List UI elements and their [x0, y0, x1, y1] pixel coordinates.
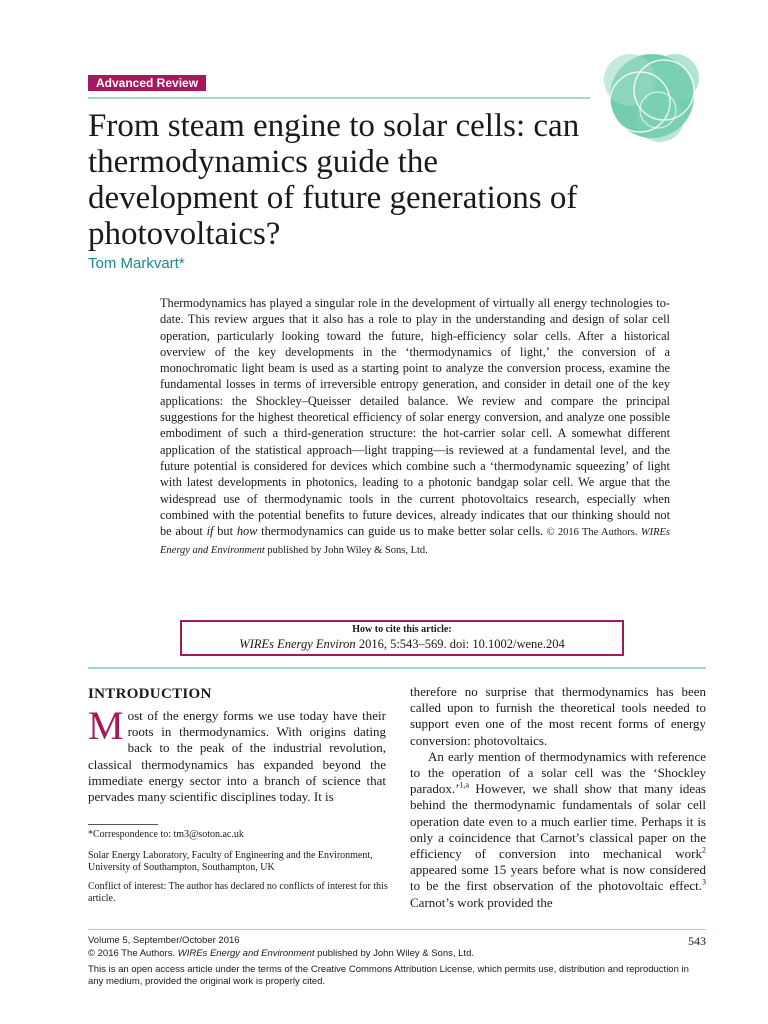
intro-paragraph-1-cont: therefore no surprise that thermodynamics has been called upon to furnish the theoretical tools needed to support even one of the most recent forms of energy conversion: photovoltaics.	[410, 684, 706, 748]
abstract-mid: but	[213, 524, 237, 539]
footer-copyright-b: published by John Wiley & Sons, Ltd.	[314, 948, 474, 959]
copyright-text-b: published by John Wiley & Sons, Ltd.	[264, 545, 428, 557]
citation-heading: How to cite this article:	[352, 624, 452, 635]
footnote-rule	[88, 824, 158, 825]
citation-details: 2016, 5:543–569. doi: 10.1002/wene.204	[355, 637, 565, 651]
citation-text[interactable]	[182, 636, 622, 652]
footer-rule	[88, 929, 706, 930]
para2-text-d: Carnot’s work provided the	[410, 894, 553, 910]
header-rule	[88, 97, 590, 99]
abstract	[160, 295, 670, 560]
intro-paragraph-1-text: ost of the energy forms we use today have their roots in thermodynamics. With origins dating back to the peak of the industrial revolution, classical thermodynamics has expanded beyond the immediate energy sector into a branch of science that pervades many scientific disciplines today. It is	[88, 708, 386, 805]
footer-journal: WIREs Energy and Environment	[177, 948, 315, 959]
section-rule	[88, 667, 706, 669]
citation-journal: WIREs Energy Environ	[239, 637, 356, 651]
section-heading: INTRODUCTION	[88, 686, 212, 702]
reference-1[interactable]: 1,a	[459, 780, 470, 790]
intro-paragraph-2	[410, 749, 706, 911]
footer-copyright	[88, 948, 698, 960]
para2-text-a: An early mention of thermodynamics with reference to the operation of a solar cell was the ‘Shockley paradox.’	[410, 748, 706, 797]
citation-box	[180, 620, 624, 656]
article-type-badge: Advanced Review	[88, 75, 206, 91]
affiliation-note: Solar Energy Laboratory, Faculty of Engineering and the Environment, University of Southampton, Southampton, UK	[88, 850, 373, 873]
correspondence-note[interactable]: *Correspondence to: tm3@soton.ac.uk	[88, 829, 244, 840]
overlapping-circles-logo-icon	[600, 40, 710, 150]
copyright-journal: WIREs Energy and Environment	[160, 527, 670, 557]
para2-text-b: However, we shall show that many ideas behind the thermodynamic fundamentals of solar cell operation date even to a much earlier time. Perhaps it is only a coincidence that Carnot’s classical paper on the efficiency of conversion into mechanical work	[410, 781, 706, 862]
reference-2[interactable]: 2	[702, 845, 706, 855]
page-number: 543	[688, 934, 706, 948]
abstract-how: how	[236, 524, 258, 539]
abstract-if: if	[206, 524, 214, 539]
abstract-text: Thermodynamics has played a singular role in the development of virtually all energy technologies to-date. This review argues that it also has a role to play in the understanding and design of solar cell operation, particularly looking toward the future, high-efficiency solar cells. After a historical overview of the key developments in the ‘thermodynamics of light,’ the conversion of a monochromatic light beam is used as a starting point to analyze the conversion process, examine the fundamental losses in terms of irreversible entropy generation, and consider in detail one of the key applications: the Shockley–Queisser detailed balance. We review and compare the principal suggestions for the highest theoretical efficiency of solar energy conversion, and analyze one possible embodiment of such a third-generation structure: the hot-carrier solar cell. A somewhat different application of the statistical approach—light trapping—is reviewed at a fundamental level, and the future potential is considered for devices which combine such a ‘thermodynamic squeezing’ of light with latest developments in photonics, leading to a photonic bandgap solar cell. We argue that the widespread use of thermodynamic tools in the current photovoltaics research, especially when combined with the potential benefits to future devices, already indicates that our thinking should not be about	[160, 296, 670, 539]
drop-cap: M	[88, 703, 124, 748]
right-column	[410, 684, 706, 911]
left-column	[88, 686, 386, 805]
para2-text-c: appeared some 15 years before what is now considered to be the first observation of the photovoltaic effect.	[410, 862, 706, 894]
intro-paragraph-1	[88, 703, 386, 805]
footer-volume: Volume 5, September/October 2016	[88, 935, 240, 946]
abstract-end: thermodynamics can guide us to make better solar cells.	[257, 524, 544, 539]
conflict-note: Conflict of interest: The author has declared no conflicts of interest for this article.	[88, 881, 388, 904]
footer-copyright-a: © 2016 The Authors.	[88, 948, 178, 959]
reference-3[interactable]: 3	[702, 878, 706, 888]
article-title: From steam engine to solar cells: can thermodynamics guide the development of future generations of photovoltaics?	[88, 108, 580, 252]
footer-license: This is an open access article under the terms of the Creative Commons Attribution License, which permits use, distribution and reproduction in any medium, provided the original work is properly cited.	[88, 964, 689, 987]
author-name[interactable]: Tom Markvart*	[88, 255, 185, 272]
copyright-text-a: © 2016 The Authors.	[543, 527, 641, 539]
